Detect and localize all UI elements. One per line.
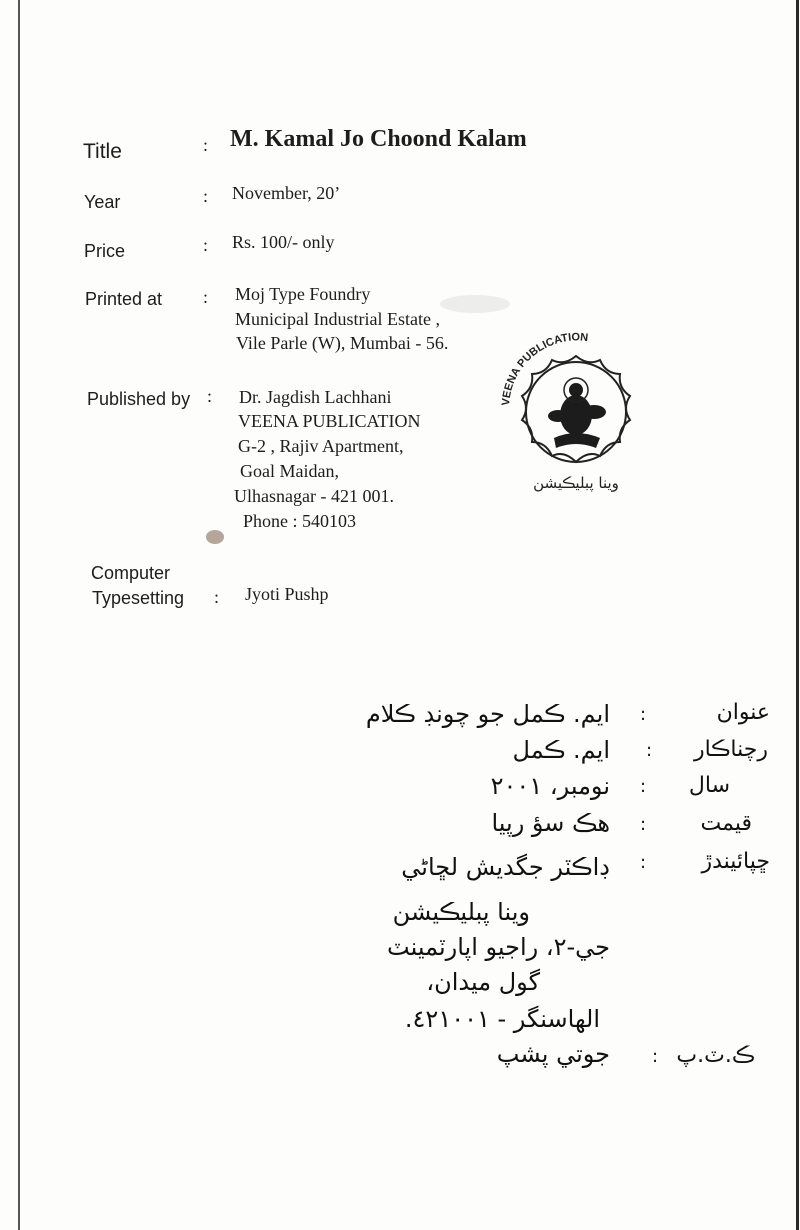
urdu-publisher-line: جي-٢، راجيو اپارٽمينٽ [387,933,610,961]
urdu-author-colon: : [646,740,653,761]
typesetting-label: Typesetting [92,588,185,608]
printed-at-label: Printed at [85,289,163,309]
logo-ring-textpath: VEENA PUBLICATION [499,331,589,407]
year-value: November, 20’ [232,183,341,203]
printed-at-line: Vile Parle (W), Mumbai - 56. [236,333,449,353]
faint-stamp-mark [430,790,520,830]
publisher-line: Goal Maidan, [240,461,339,481]
price-colon: : [203,235,209,255]
title-value: M. Kamal Jo Choond Kalam [230,126,527,152]
urdu-publisher-colon: : [640,852,647,873]
page-edge-right [796,0,799,1230]
title-colon: : [203,135,209,155]
urdu-year-label: سال [688,773,730,798]
printed-at-line: Moj Type Foundry [235,284,371,304]
title-label: Title [83,140,122,163]
logo-urdu-text: وينا پبليڪيشن [533,474,619,492]
urdu-title-label: عنوان [716,700,770,725]
urdu-year-colon: : [640,776,647,797]
urdu-title-colon: : [640,704,647,725]
typesetting-label: Computer [91,563,171,583]
urdu-typesetting-colon: : [652,1046,659,1067]
publisher-line: Ulhasnagar - 421 001. [234,486,394,506]
urdu-publisher-line: وينا پبليڪيشن [392,898,530,926]
page-edge-left [18,0,20,1230]
urdu-publisher-label: ڇپائيندڙ [701,849,770,874]
urdu-publisher-line: گول ميدان، [426,968,540,996]
publisher-line: Phone : 540103 [243,511,357,531]
year-colon: : [203,186,209,206]
published-by-colon: : [207,386,213,406]
price-label: Price [84,241,126,261]
paper-smudge [440,295,510,313]
publisher-line: G-2 , Rajiv Apartment, [238,436,404,456]
typesetting-colon: : [214,587,220,607]
typesetting-value: Jyoti Pushp [245,584,329,604]
veena-publication-logo [488,320,664,496]
ink-spot [206,530,224,544]
urdu-publisher-line: الهاسنگر - ٤٢١٠٠١. [404,1005,600,1033]
printed-at-line: Municipal Industrial Estate , [235,309,440,329]
publisher-line: VEENA PUBLICATION [238,411,421,431]
urdu-year-value: نومبر، ٢٠٠١ [490,772,610,800]
urdu-author-value: ايم. ڪمل [512,736,610,764]
year-label: Year [84,192,121,212]
urdu-typesetting-value: جوتي پشپ [496,1040,610,1068]
price-value: Rs. 100/- only [232,232,335,252]
printed-at-colon: : [203,287,209,307]
urdu-price-colon: : [640,814,647,835]
publisher-line: Dr. Jagdish Lachhani [239,387,392,407]
urdu-title-value: ايم. ڪمل جو چونڊ ڪلام [365,700,610,728]
urdu-price-value: هڪ سؤ رپيا [491,809,610,837]
urdu-typesetting-label: ڪ.ٽ.پ [676,1043,755,1068]
urdu-author-label: رچناڪار [694,737,768,762]
urdu-publisher-line: ڊاڪٽر جگديش لڇاڻي [401,853,610,881]
published-by-label: Published by [87,389,191,409]
urdu-price-label: قيمت [700,811,752,836]
